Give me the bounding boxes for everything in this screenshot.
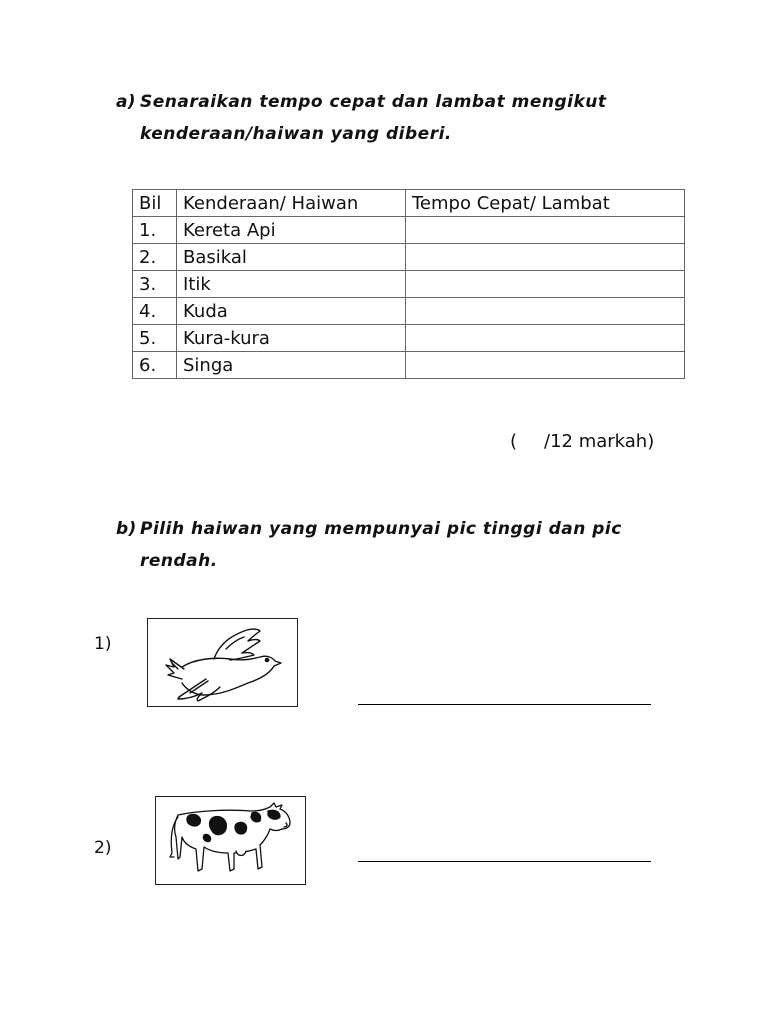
answer-cell[interactable]	[406, 325, 685, 352]
item-number-2: 2)	[94, 838, 112, 858]
marks-indicator	[510, 431, 654, 452]
row-item: Kuda	[177, 298, 406, 325]
table-row	[133, 244, 685, 271]
row-number: 2.	[133, 244, 177, 271]
header-kenderaan-haiwan: Kenderaan/ Haiwan	[177, 190, 406, 217]
marks-text: /12 markah)	[544, 431, 655, 452]
header-tempo: Tempo Cepat/ Lambat	[406, 190, 685, 217]
row-number: 3.	[133, 271, 177, 298]
cow-picture-frame	[155, 796, 306, 885]
header-bil: Bil	[133, 190, 177, 217]
question-a-label: a)	[116, 92, 136, 112]
tempo-table	[132, 189, 685, 379]
table-row	[133, 271, 685, 298]
cow-icon	[156, 797, 305, 884]
row-item: Kura-kura	[177, 325, 406, 352]
row-number: 4.	[133, 298, 177, 325]
question-a-text-line1: Senaraikan tempo cepat dan lambat mengikut	[140, 92, 607, 112]
table-header-row	[133, 190, 685, 217]
bird-picture-frame	[147, 618, 298, 707]
answer-cell[interactable]	[406, 271, 685, 298]
bird-icon	[148, 619, 297, 706]
answer-line-2[interactable]	[358, 861, 651, 862]
question-b-text-line2: rendah.	[140, 551, 218, 571]
table-row	[133, 217, 685, 244]
row-number: 6.	[133, 352, 177, 379]
question-b-label: b)	[116, 519, 137, 539]
answer-cell[interactable]	[406, 217, 685, 244]
table-row	[133, 298, 685, 325]
answer-cell[interactable]	[406, 298, 685, 325]
answer-line-1[interactable]	[358, 704, 651, 705]
row-item: Kereta Api	[177, 217, 406, 244]
table-row	[133, 352, 685, 379]
row-item: Itik	[177, 271, 406, 298]
answer-cell[interactable]	[406, 352, 685, 379]
answer-cell[interactable]	[406, 244, 685, 271]
item-number-1: 1)	[94, 634, 112, 654]
row-number: 5.	[133, 325, 177, 352]
question-a-text-line2: kenderaan/haiwan yang diberi.	[140, 124, 452, 144]
row-number: 1.	[133, 217, 177, 244]
table-row	[133, 325, 685, 352]
marks-open-paren: (	[510, 431, 518, 452]
question-b-text-line1: Pilih haiwan yang mempunyai pic tinggi dan pic	[140, 519, 622, 539]
row-item: Basikal	[177, 244, 406, 271]
row-item: Singa	[177, 352, 406, 379]
